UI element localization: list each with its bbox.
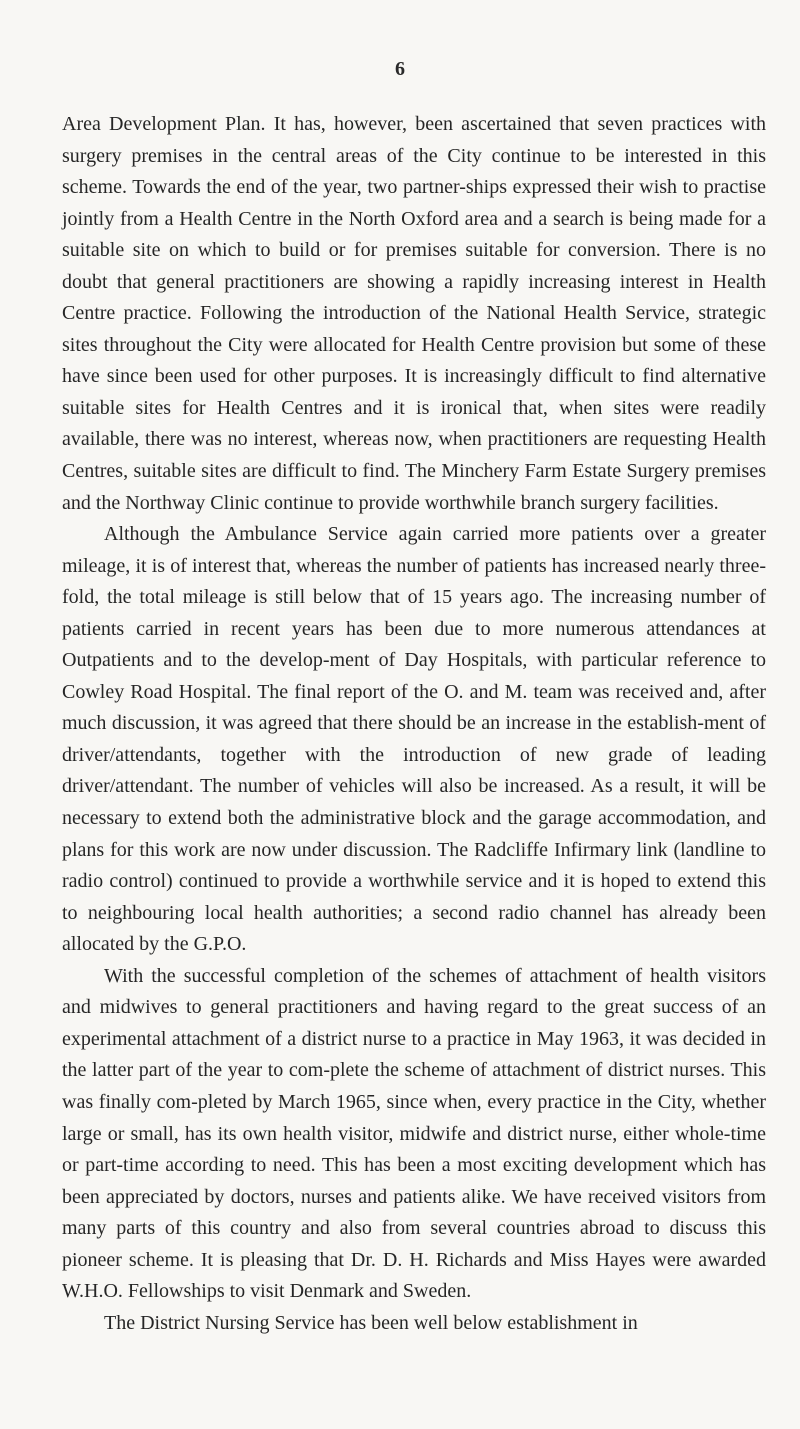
- paragraph-ambulance-service: Although the Ambulance Service again carried more patients over a greater mileage, it is of interest that, whereas the number of patients has increased nearly three-fold, the total mileage is still below that of 15 years ago. The increasing number of patients carried in recent years has been due to more numerous attendances at Outpatients and to the develop-ment of Day Hospitals, with particular reference to Cowley Road Hospital. The final report of the O. and M. team was received and, after much discussion, it was agreed that there should be an increase in the establish-ment of driver/attendants, together with the introduction of new grade of leading driver/attendant. The number of vehicles will also be increased. As a result, it will be necessary to extend both the administrative block and the garage accommodation, and plans for this work are now under discussion. The Radcliffe Infirmary link (landline to radio control) continued to provide a worthwhile service and it is hoped to extend this to neighbouring local health authorities; a second radio channel has already been allocated by the G.P.O.: [62, 523, 766, 956]
- page-number: 6: [395, 58, 405, 80]
- body-text: [62, 109, 766, 1339]
- paragraph-health-centres: Area Development Plan. It has, however, been ascertained that seven practices with surgery premises in the central areas of the City continue to be interested in this scheme. Towards the end of the year, two partner-ships expressed their wish to practise jointly from a Health Centre in the North Oxford area and a search is being made for a suitable site on which to build or for premises suitable for conversion. There is no doubt that general practitioners are showing a rapidly increasing interest in Health Centre practice. Following the introduction of the National Health Service, strategic sites throughout the City were allocated for Health Centre provision but some of these have since been used for other purposes. It is increasingly difficult to find alternative suitable sites for Health Centres and it is ironical that, when sites were readily available, there was no interest, whereas now, when practitioners are requesting Health Centres, suitable sites are difficult to find. The Minchery Farm Estate Surgery premises and the Northway Clinic continue to provide worthwhile branch surgery facilities.: [62, 113, 766, 514]
- paragraph-district-nursing: The District Nursing Service has been well below establishment in: [104, 1311, 638, 1334]
- paragraph-attachment-schemes: With the successful completion of the schemes of attachment of health visitors and midwives to general practitioners and having regard to the great success of an experimental attachment of a district nurse to a practice in May 1963, it was decided in the latter part of the year to com-plete the scheme of attachment of district nurses. This was finally com-pleted by March 1965, since when, every practice in the City, whether large or small, has its own health visitor, midwife and district nurse, either whole-time or part-time according to need. This has been a most exciting development which has been appreciated by doctors, nurses and patients alike. We have received visitors from many parts of this country and also from several countries abroad to discuss this pioneer scheme. It is pleasing that Dr. D. H. Richards and Miss Hayes were awarded W.H.O. Fellowships to visit Denmark and Sweden.: [62, 964, 766, 1303]
